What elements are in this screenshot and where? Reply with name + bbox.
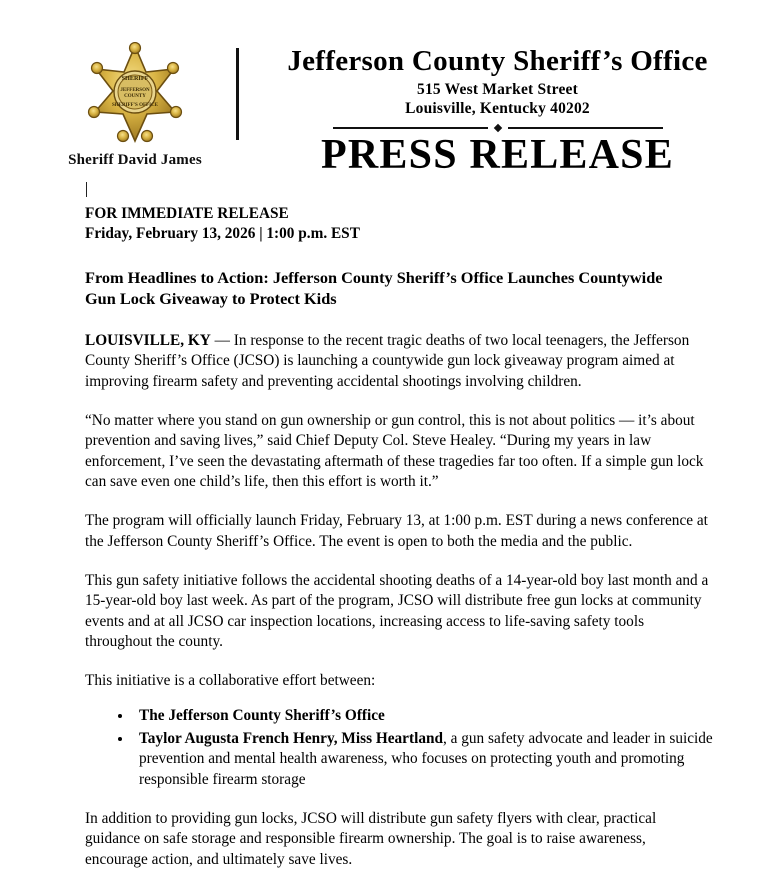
- collaborator-detail: , a gun safety advocate and leader in suicide prevention and mental health awareness, who focuses on protecting youth and promoting responsible firearm storage: [139, 729, 713, 788]
- paragraph-background: This gun safety initiative follows the accidental shooting deaths of a 14-year-old boy last month and a 15-year-old boy last week. As part of the program, JCSO will distribute free gun locks at community events and at all JCSO car inspection locations, increasing access to life-saving safety tools throughout the county.: [85, 571, 709, 650]
- svg-text:JEFFERSON: JEFFERSON: [120, 88, 150, 93]
- collaborator-name: The Jefferson County Sheriff’s Office: [139, 706, 385, 724]
- letterhead: [0, 0, 774, 178]
- sheriff-star-badge-icon: [83, 42, 187, 146]
- list-item: [133, 729, 718, 790]
- press-release-headline: From Headlines to Action: Jefferson County Sheriff’s Office Launches Countywide Gun Lock Giveaway to Protect Kids: [85, 267, 663, 309]
- immediate-release-label: FOR IMMEDIATE RELEASE: [85, 204, 289, 222]
- letterhead-text: [261, 38, 734, 178]
- paragraph-1-text: — In response to the recent tragic deaths of two local teenagers, the Jefferson County Sheriff’s Office (JCSO) is launching a countywide gun lock giveaway program aimed at improving firearm safety and preventing accidental shootings involving children.: [85, 331, 690, 390]
- paragraph-closing: In addition to providing gun locks, JCSO will distribute gun safety flyers with clear, practical guidance on safe storage and responsible firearm ownership. The goal is to raise awareness, encourage action, and ultimately save lives.: [85, 810, 657, 868]
- svg-text:SHERIFF'S OFFICE: SHERIFF'S OFFICE: [112, 103, 158, 108]
- document-type-title: PRESS RELEASE: [321, 132, 674, 179]
- paragraph-quote: “No matter where you stand on gun ownership or gun control, this is not about politics — it’s about prevention and saving lives,” said Chief Deputy Col. Steve Healey. “During my years in law enforcement, I’ve seen the devastating aftermath of these tragedies far too often. If a simple gun lock can save even one child’s life, then this effort is worth it.”: [85, 411, 704, 490]
- paragraph-launch-details: The program will officially launch Friday, February 13, at 1:00 p.m. EST during a news conference at the Jefferson County Sheriff’s Office. The event is open to both the media and the public.: [85, 512, 708, 550]
- document-body: [0, 178, 774, 870]
- address-line-2: Louisville, Kentucky 40202: [405, 100, 590, 118]
- sheriff-name: Sheriff David James: [68, 152, 202, 168]
- paragraph-dateline: [85, 331, 710, 392]
- ornament-divider: [333, 125, 663, 131]
- release-date-line: Friday, February 13, 2026 | 1:00 p.m. EST: [85, 225, 360, 243]
- text-cursor: [86, 182, 87, 197]
- svg-text:SHERIFF: SHERIFF: [121, 75, 149, 82]
- svg-text:COUNTY: COUNTY: [124, 94, 146, 99]
- paragraph-collaboration-intro: This initiative is a collaborative effort between:: [85, 672, 376, 690]
- letterhead-divider: [236, 48, 239, 140]
- office-title: Jefferson County Sheriff’s Office: [287, 45, 708, 77]
- ornament-line-right: [508, 127, 663, 129]
- dateline-location: LOUISVILLE, KY: [85, 331, 211, 349]
- address-line-1: 515 West Market Street: [417, 81, 578, 99]
- ornament-line-left: [333, 127, 488, 129]
- ornament-diamond-icon: [493, 124, 501, 132]
- collaborators-list: [85, 706, 718, 790]
- list-item: [133, 706, 718, 726]
- badge-block: [40, 38, 230, 169]
- collaborator-name: Taylor Augusta French Henry, Miss Heartland: [139, 729, 443, 747]
